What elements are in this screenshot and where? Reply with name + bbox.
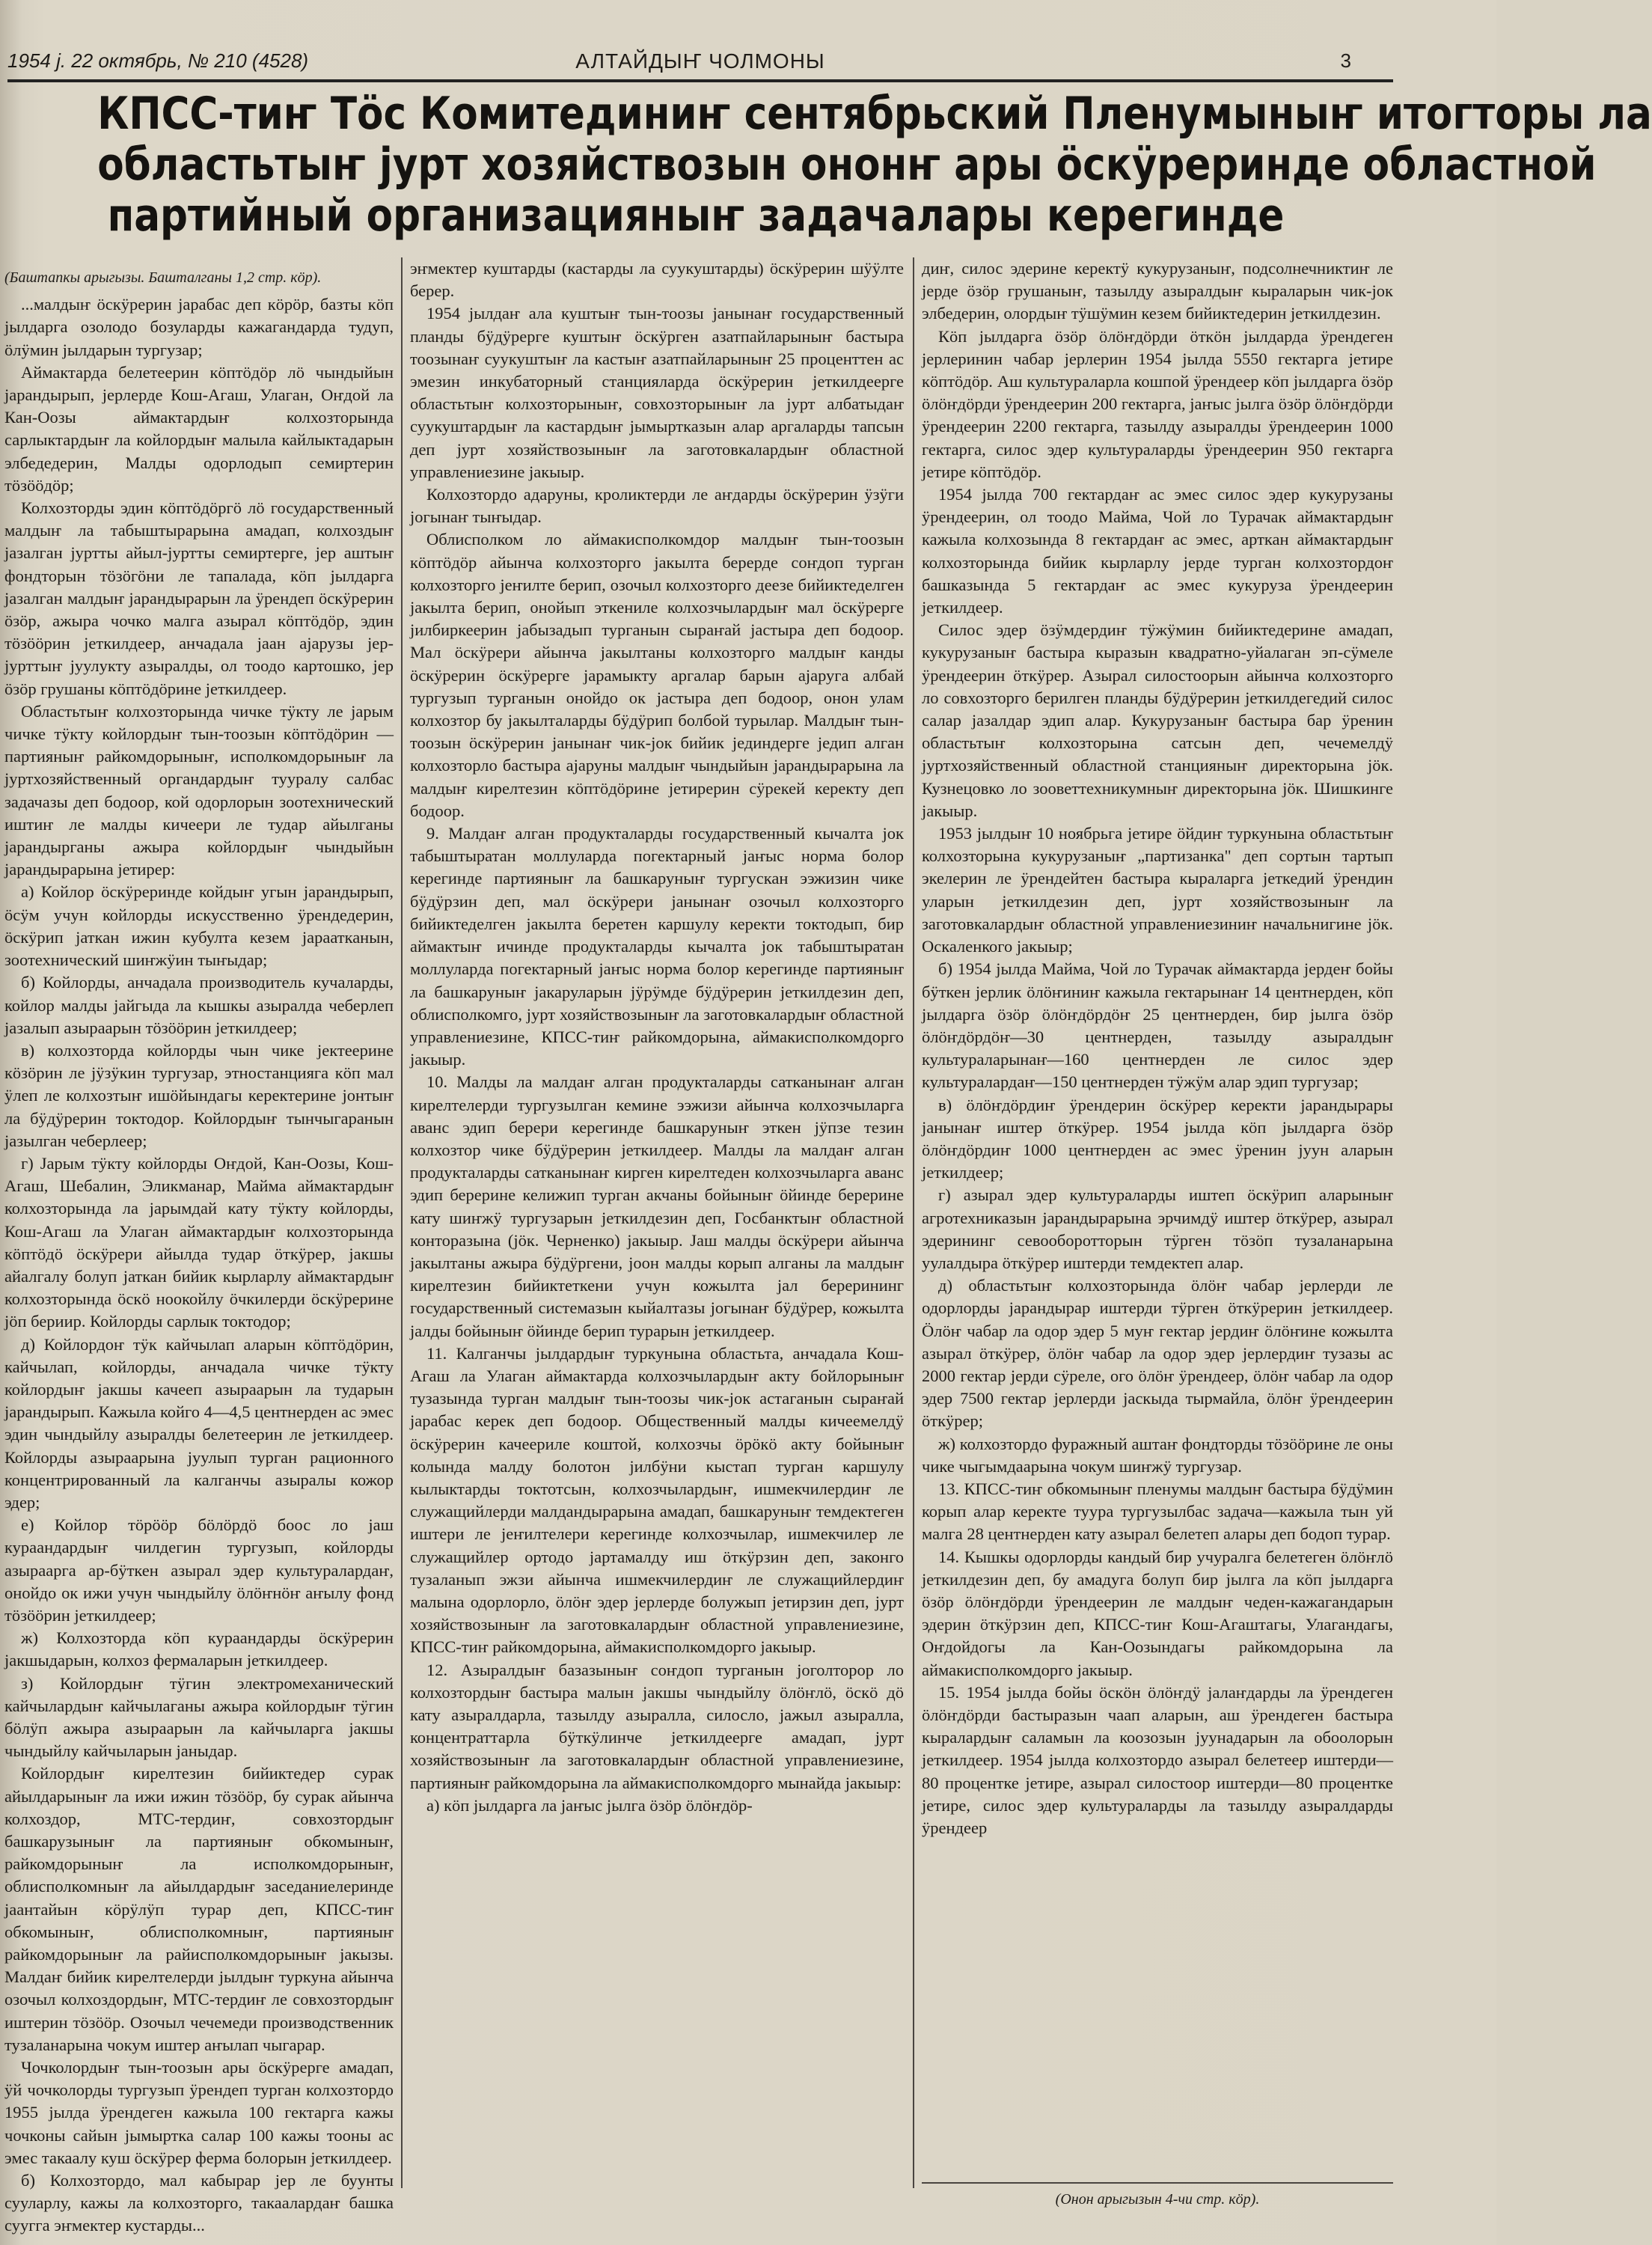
- page-number: 3: [1340, 49, 1351, 72]
- continued-on-page-note: (Онон арыгызын 4-чи стр. кӧр).: [1055, 2191, 1260, 2208]
- headline-line-3: партийный организацияныҥ задачалары керегинде: [107, 189, 1285, 242]
- headline-line-2: областьтыҥ јурт хозяйствозын ононҥ ары ӧскӱреринде областной: [97, 138, 1597, 191]
- article-paragraph: Кӧп јылдарга ӧзӧр ӧлӧҥдӧрди ӧткӧн јылдарда ӱрендеген јерлеринин чабар јерлерин 1954 јылда 5550 гектарга јетире кӧптӧдӧр. Аш культураларла кошпой ӱрендеер кӧп јылдарга ӧзӧр ӧлӧҥдӧрди ӱрендеерин 200 гектарга, јаҥыс јылга ӧзӧр ӧлӧҥдӧрди ӱрендеерин 2200 гектарга, тазылду азыралды ӱрендеерин 1000 гектарга, силос эдер культураларды ӱрендеерин 950 гектарга јетире кӧптӧдӧр.: [922, 326, 1393, 481]
- article-paragraph: Койлордыҥ кирелтезин бийиктедер сурак айылдарыныҥ ла ижи ижин тӧзӧӧр, бу сурак айынча колхоздор, МТС-тердиҥ, совхозтордыҥ башкарузыныҥ ла партияныҥ обкомыныҥ, райкомдорыныҥ ла исполкомдорыныҥ, облисполкомныҥ ла айылдардыҥ заседаниелеринде јаантайын кӧрӱлӱп турар деп, КПСС-тиҥ обкомыныҥ, облисполкомныҥ, партияныҥ райкомдорыныҥ ла райисполкомдорыныҥ јакызы. Малдаҥ бийик кирелтелерди јылдыҥ туркуна айынча озочыл колхоздордыҥ, МТС-тердиҥ ле совхозтордыҥ иштерин тӧзӧӧр. Озочыл чечемеди производственник тузаланарына чокум иштер аҥылап чыгарар.: [4, 1764, 394, 2054]
- article-paragraph: ж) колхозтордо фуражный аштаҥ фондторды тӧзӧӧрине ле оны чике чыгымдаарына чокум шиҥжӱ тургузар.: [922, 1434, 1393, 1476]
- article-paragraph: 12. Азыралдыҥ базазыныҥ соҥдоп турганын јоголторор ло колхозтордыҥ бастыра малын јакшы чындыйлу ӧлӧҥлӧ, ӧскӧ дӧ кату азыралдарла, тазылду азыралла, силосло, јажыл азыралла, концентраттарла бӱткӱлинче јеткилдеерге амадап, јурт хозяйствозыныҥ ла заготовкалардыҥ областной управлениезине, партияныҥ райкомдорына ла аймакисполкомдорго мынайда јакыыр:: [410, 1660, 904, 1792]
- article-paragraph: 15. 1954 јылда бойы ӧскӧн ӧлӧҥдӱ јалаҥдарды ла ӱрендеген ӧлӧҥдӧрди бастыразын чаап аларын, аш ӱрендеген бастыра кыралардыҥ саламын ла коозозын јуунадарын ла обоолорын јеткилдеер. 1954 јылда колхозтордо азырал белетеер иштерди—80 процентке јетире, азырал силостоор иштерди—80 процентке јетире, силос эдер культураларды ла тазылду азыралдарды ӱрендеер: [922, 1682, 1393, 1838]
- article-paragraph: д) Койлордоҥ тӱк кайчылап аларын кӧптӧдӧрин, кайчылап, койлорды, анчадала чичке тӱкту койлордыҥ јакшы качееп азыраарын ла тударын јарандырып. Кажыла койго 4—4,5 центнерден ас эмес эдин чындыйлу азыралды белетеерин ле јеткилдеер. Койлорды азыраарына јуулып турган рационного концентрированный ла калганчы азыралы кожор эдер;: [4, 1334, 394, 1512]
- column-1-body: [4, 293, 394, 2237]
- article-paragraph: б) 1954 јылда Майма, Чой ло Турачак аймактарда јердеҥ бойы бӱткен јерлик ӧлӧҥиниҥ кажыла гектарынаҥ 14 центнерден, кӧп јылдарга ӧзӧр ӧлӧҥдӧрдӧҥ 25 центнерден, бир јылга ӧзӧр ӧлӧҥдӧрдӧҥ—30 центнерден, тазылду азыралдыҥ культураларынаҥ—160 центнерден ле силос эдер культуралардаҥ—150 центнерден тӱжӱм алар эдип тургузар;: [922, 959, 1393, 1092]
- article-paragraph: 9. Малдаҥ алган продукталарды государственный кычалта јок табыштыратан моллуларда погектарный јаҥыс норма болор керегинде партияныҥ ла башкаруныҥ тургускан ээжизин чике бӱдӱрзин деп, мал ӧскӱрери јанынаҥ озочыл колхозторго бийиктеделген јакылта беретен каршулу керекти токтодып, бир аймактыҥ ичинде продукталарды кычалта јок табыштыратан моллуларда погектарный јаҥыс норма болор керегинде партияныҥ ла башкаруныҥ јакаруларын јӱрӱмде бӱдӱрерин јеткилдезин деп, облисполкомго, јурт хозяйствозыныҥ ла заготовкалардыҥ областной управлениезине, КПСС-тиҥ райкомдорына, аймакисполкомдорго јакыыр.: [410, 824, 904, 1069]
- article-paragraph: 1953 јылдыҥ 10 ноябрьга јетире ӧйдиҥ туркунына областьтыҥ колхозторына кукурузаныҥ „партизанка" деп сортын тартып экелерин ле ӱрендейтен бастыра кыраларга јеткедий ӱрендин уларын јеткилдезин деп, јурт хозяйствозыныҥ ла заготовкалардыҥ областной управлениезиниҥ начальнигине јӧк. Оскаленкого јакыыр;: [922, 824, 1393, 956]
- article-paragraph: Аймактарда белетеерин кӧптӧдӧр лӧ чындыйын јарандырып, јерлерде Кош-Агаш, Улаган, Оҥдой ла Кан-Оозы аймактардыҥ колхозторында сарлыктардыҥ ла койлордыҥ малыла кайлыктадарын элбедедерин, Малды одорлодып семиртерин тӧзӧӧдӧр;: [4, 362, 394, 495]
- article-paragraph: ж) Колхозторда кӧп кураандарды ӧскӱрерин јакшыдарын, колхоз фермаларын јеткилдеер.: [4, 1628, 394, 1670]
- article-column-1: [4, 266, 394, 2235]
- article-paragraph: а) кӧп јылдарга ла јаҥыс јылга ӧзӧр ӧлӧҥдӧр-: [426, 1795, 753, 1815]
- article-paragraph: 14. Кышкы одорлорды кандый бир учуралга белетеген ӧлӧҥлӧ јеткилдезин деп, бу амадуга болуп бир јылга ла кӧп јылдарга ӧзӧр ӧлӧҥдӧрди ӱрендеерин ле малдыҥ чеден-кажагандарын эдерин ӧткӱрзин деп, КПСС-тиҥ Кош-Агаштагы, Улагандагы, Оҥдойдогы ла Кан-Оозындагы райкомдорына ла аймакисполкомдорго јакыыр.: [922, 1547, 1393, 1679]
- column-divider: [401, 257, 403, 2188]
- article-paragraph: ...малдыҥ ӧскӱрерин јарабас деп кӧрӧр, базты кӧп јылдарга озолодо бозуларды кажагандарда тудуп, ӧлӱмин јылдарын тургузар;: [4, 295, 394, 359]
- article-paragraph: е) Койлор тӧрӧӧр бӧлӧрдӧ боос ло јаш кураандардыҥ чилдегин тургузып, койлорды азыраарга ар-бӱткен азырал эдер культуралардаҥ, онойдо ок ижи учун чындыйлу ӧлӧҥнӧҥ аҥылу фонд тӧзӧӧрин јеткилдеер;: [4, 1515, 394, 1625]
- article-paragraph: в) колхозторда койлорды чын чике јектеерине кӧзӧрин ле јӱзӱкин тургузар, этностанцияга кӧп мал ӱлеп ле колхозтыҥ ишӧйындагы керектерине јонтыҥ ла бӱдӱрерин токтодор. Койлордыҥ тынчыгаранын јазылган чеберлеер;: [4, 1040, 394, 1150]
- article-paragraph: Колхозтордо адаруны, кроликтерди ле аҥдарды ӧскӱрерин ӱзӱги јогынаҥ тыҥыдар.: [410, 485, 904, 527]
- article-paragraph: Колхозторды эдин кӧптӧдӧргӧ лӧ государственный малдыҥ ла табыштырарына амадап, колхоздыҥ јазалган јуртты айыл-јуртты семиртерге, јер аштыҥ фондторын тӧзӧгӧни ле тапалада, кӧп јылдарга јазалган малдыҥ јарандырарын ла ӱрендеп ӧскӱрерин ӧзӧр, ажыра чочко малга азырал кӧптӧдӧр, эдин тӧзӧӧрин јеткилдеер, анчадала јаан ајарузы јер-јурттыҥ јуулукту азыралды, ол тоодо картошко, јер ӧзӧр грушаны кӧптӧдӧрине јеткилдеер.: [4, 498, 394, 698]
- article-paragraph: эҥмектер куштарды (кастарды ла суукуштарды) ӧскӱрерин шӱӱлте берер.: [410, 259, 904, 301]
- article-paragraph: б) Койлорды, анчадала производитель кучаларды, койлор малды јайгыда ла кышкы азыралда чеберлеп јазалып азыраарын тӧзӧӧрин јеткилдеер;: [4, 973, 394, 1037]
- article-paragraph: 13. КПСС-тиҥ обкомыныҥ пленумы малдыҥ бастыра бӱдӱмин корып алар керекте тууpa тургузылбас задача—кажыла тын уй малга 28 центнерден кату азырал белетеп алары деп бодоп турар.: [922, 1479, 1393, 1544]
- article-headline: [0, 88, 1652, 242]
- article-column-2: [410, 257, 904, 2203]
- column-divider: [913, 257, 914, 2188]
- article-paragraph: г) Јарым тӱкту койлорды Оҥдой, Кан-Оозы, Кош-Агаш, Шебалин, Эликманар, Майма аймактардыҥ колхозторында ла јарымдай кату тӱкту койлорды, Кош-Агаш ла Улаган аймактардыҥ колхозторында кӧптӧдӧ ӧскӱрери айылда тудар ӧткӱрер, јакшы айалгалу болуп јаткан бийик кырларлу аймактардыҥ колхозторында ӧскӧ ноокойлу ӧчкилерди ӧскӱрерине јӧп бериир. Койлорды сарлык токтодор;: [4, 1153, 394, 1331]
- article-paragraph: б) Колхозтордо, мал кабырар јер ле буунты сууларлу, кажы ла колхозторго, такаалардаҥ башка суугга эҥмектер кустарды...: [4, 2171, 394, 2235]
- article-paragraph: Областьтыҥ колхозторында чичке тӱкту ле јарым чичке тӱкту койлордыҥ тын-тоозын кӧптӧдӧрин — партияныҥ райкомдорыныҥ, исполкомдорыныҥ ла јуртхозяйственный органдардыҥ тууралу салбас задачазы деп бодоор, кой одорлорын зоотехнический иштиҥ ле малды кичеери ле тудар айылганы јарандырганы ажыра койлордыҥ чындыйын јарандырарына јетирер:: [4, 701, 394, 879]
- column-3-body: [922, 257, 1393, 1839]
- article-paragraph: а) Койлор ӧскӱреринде койдыҥ угын јарандырып, ӧсӱм учун койлорды искусственно ӱрендедерин, ӧскӱрип јаткан ижин кубулта кезем јараатканын, зоотехнический шиҥжӱин тыҥыдар;: [4, 882, 394, 970]
- footnote-rule: [922, 2182, 1393, 2184]
- continuation-note: (Баштапкы арыгызы. Башталганы 1,2 стр. кӧр).: [4, 269, 322, 286]
- article-paragraph: в) ӧлӧҥдӧрдиҥ ӱрендерин ӧскӱрер керекти јарандырары јанынаҥ иштер ӧткӱрер. 1954 јылда кӧп јылдарга ӧзӧр ӧлӧҥдӧрдиҥ 1000 центнерден ас эмес ӱренин јуун аларын јеткилдеер;: [922, 1095, 1393, 1182]
- article-paragraph: г) азырал эдер культураларды иштеп ӧскӱрип аларыныҥ агротехниказын јарандырарына эрчимдӱ иштер ӧткӱрер, азырал эдерининг севооборотторын тӱрген тӧзӧп тузаланарына уулалдыра ӧткӱрер иштерди темдектеп алар.: [922, 1185, 1393, 1272]
- article-paragraph: диҥ, силос эдерине керектӱ кукурузаныҥ, подсолнечниктиҥ ле јерде ӧзӧр грушаныҥ, тазылду азыралдыҥ кыраларын чик-јок элбедерин, олордыҥ тӱшӱмин кезем бийиктедерин јеткилдезин.: [922, 259, 1393, 323]
- article-column-3: [922, 257, 1393, 2203]
- issue-date-number: 1954 j. 22 октябрь, № 210 (4528): [7, 49, 309, 72]
- article-paragraph: 1954 јылда 700 гектардаҥ ас эмес силос эдер кукурузаны ӱрендеерин, ол тоодо Майма, Чой ло Турачак аймактардыҥ кажыла колхозында 8 гектардаҥ ас эмес, арткан аймактардыҥ колхозторында бийик кырларлу јерде турган колхозтордоҥ башказында 5 гектардаҥ ас эмес кукуруза ӱрендеерин јеткилдеер.: [922, 485, 1393, 617]
- article-paragraph: д) областьтыҥ колхозторында ӧлӧҥ чабар јерлерди ле одорлорды јарандырар иштерди тӱрген ӧткӱрерин јеткилдеер. Ӧлӧҥ чабар ла одор эдер 5 муҥ гектар јердиҥ ӧлӧҥине кожылта азырал ӧткӱрер, ӧлӧҥ чабар ла одор эдер јерлердиҥ тузазы ас 2000 гектар јерди сӱреле, ого ӧлӧҥ ӱрендеер, ӧлӧҥ чабар ла одор эдер 7500 гектар јерлерди јаскыда тырмайла, ӧлӧҥ ӱрендеерин ӧткӱрер;: [922, 1276, 1393, 1431]
- article-paragraph: Чочколордыҥ тын-тоозын ары ӧскӱрерге амадап, ӱй чочколорды тургузып ӱрендеп турган колхозтордо 1955 јылда ӱрендеген кажыла 100 гектарга кажы чочконы сайын јымыртка салар 100 кажы тооны ас эмес такаалу куш ӧскӱрер ферма болорын јеткилдеер.: [4, 2058, 394, 2167]
- masthead: [7, 45, 1393, 82]
- headline-line-1: КПСС-тиҥ Тӧс Комитединиҥ сентябрьский Пленумыныҥ итогторы ла: [97, 88, 1652, 140]
- article-paragraph: 10. Малды ла малдаҥ алган продукталарды сатканынаҥ алган кирелтелерди тургузылган кемине ээжизи айынча колхозчыларга аванс эдип берери керегинде башкаруныҥ эткен јӱпзе тезин колхозтор чике бӱдӱрерин јеткилдеер. Малды ла малдаҥ алган продукталарды сатканынаҥ кирген кирелтеден колхозчыларга аванс эдип берерине келижип турган акчаны бойыныҥ ӧйинде берерине кату шиҥжӱ тургузарын јеткилдезин деп, Госбанктыҥ областной конторазына (јӧк. Черненко) јакыыр. Јаш малды ӧскӱрери айынча јакылтаны ажыра бӱдӱргени, јоон малды корып алганы ла малдыҥ кирелтезин бийиктеткени учун кожылта јал берерининг государственный системазын кыйалтазы јогынаҥ бӱдӱрер, кожылта јалды бойыныҥ ӧйинде берип турарын јеткилдеер.: [410, 1072, 904, 1340]
- column-2-body: [410, 257, 904, 1817]
- article-paragraph: 1954 јылдаҥ ала куштыҥ тын-тоозы јанынаҥ государственный планды бӱдӱрерге куштыҥ ӧскӱрген азатпайларыныҥ бастыра тоозынаҥ суукуштыҥ ла кастыҥ азатпайларыныҥ 25 проценттен ас эмезин инкубаторный станцияларда ӧскӱрерин јеткилдеерге областьтыҥ колхозторыныҥ, совхозторыныҥ ла јурт албатыдаҥ суукуштардыҥ ла кастардыҥ јымыртказын алар аргаларды тапсын деп јурт хозяйствозыныҥ ла заготовкалардыҥ областной управлениезине јакыыр.: [410, 304, 904, 481]
- article-paragraph: Силос эдер ӧзӱмдердиҥ тӱжӱмин бийиктедерине амадап, кукурузаныҥ бастыра кыразын квадратно-уйалаган эп-сӱмеле ӱрендеерин ӧткӱрер. Азырал силостоорын айынча колхозторго ло совхозторго берилген планды бӱдӱрерин јеткилдегедий силос салар јазалдар эдип алар. Кукурузаныҥ бастыра бар ӱренин областьтыҥ колхозторына сатсын деп, чечемелдӱ јуртхозяйственный областной станцияныҥ директорына јӧк. Кузнецовко ло зооветтехникумныҥ директорына јӧк. Шишкинге јакыыр.: [922, 620, 1393, 820]
- article-paragraph: 11. Калганчы јылдардыҥ туркунына областьта, анчадала Кош-Агаш ла Улаган аймактарда колхозчылардыҥ акту бойлорыныҥ тузазында турган малдыҥ тын-тоозы чик-јок астаганын сыраҥай јарабас керек деп бодоор. Общественный малды кичеемелдӱ ӧскӱрерин качеериле коштой, колхозчы ӧрӧкӧ акту бойыныҥ колында малду болотон јилбӱни кыстап турган каршулу кылыктарды токтотсын, колхозчылардыҥ, ишмекчилердиҥ ле служащийлерди малдандырарына амадап, башкаруныҥ темдектеген иштери ле јеҥилтелери керегинде колхозчылар, ишмекчилер ле служащийлер ортодо јартамалду иш ӧткӱрзин деп, законго тузаланып эжзи айынча ишмекчилердиҥ ле служащийлердиҥ малына одорлорло, ӧлӧҥ эдер јерлерде болужып јетирзин деп, јурт хозяйствозыныҥ ла заготовкалардыҥ областной управлениезине, КПСС-тиҥ райкомдорына, аймакисполкомдорго јакыыр.: [410, 1343, 904, 1657]
- article-paragraph: з) Койлордыҥ тӱгин электромеханический кайчылардыҥ кайчылаганы ажыра койлордыҥ тӱгин бӧлӱп ажыра азыраарын ла кайчыларга јакшы чындыйлу кайчыларын јаныдар.: [4, 1673, 394, 1761]
- article-paragraph: Облисполком ло аймакисполкомдор малдыҥ тын-тоозын кӧптӧдӧр айынча колхозторго јакылта берерде соҥдоп турган колхозторго јеҥилте берип, озочыл колхозторго деезе бийиктеделген јакылта берип, онойып эткениле колхозчылардыҥ мал ӧскӱрерге јилбиркеерин јабызадып турганын сыраҥай јастыра деп бодоор. Мал ӧскӱрери айынча јакылтаны колхозторго малдыҥ канды ӧскӱрерин ӧскӱрерге јарамыкту аргалар барын ајаруга албай тургузып турганын онойдо ок јастыра деп бодоор, онон улам колхозтор бу јакылталарды бӱдӱрип болбой турылар. Малдыҥ тын-тоозын ӧскӱрерин јанынаҥ чик-јок бийик јединдерге једип алган колхозторло бастыра ајаруны малдыҥ чындыйын јарандырарына ла малдыҥ кирелтезин кӧптӧдӧрине јетирерин сӱрекей керекту деп бодоор.: [410, 530, 904, 820]
- newspaper-title: АЛТАЙДЫҤ ЧОЛМОНЫ: [575, 49, 825, 73]
